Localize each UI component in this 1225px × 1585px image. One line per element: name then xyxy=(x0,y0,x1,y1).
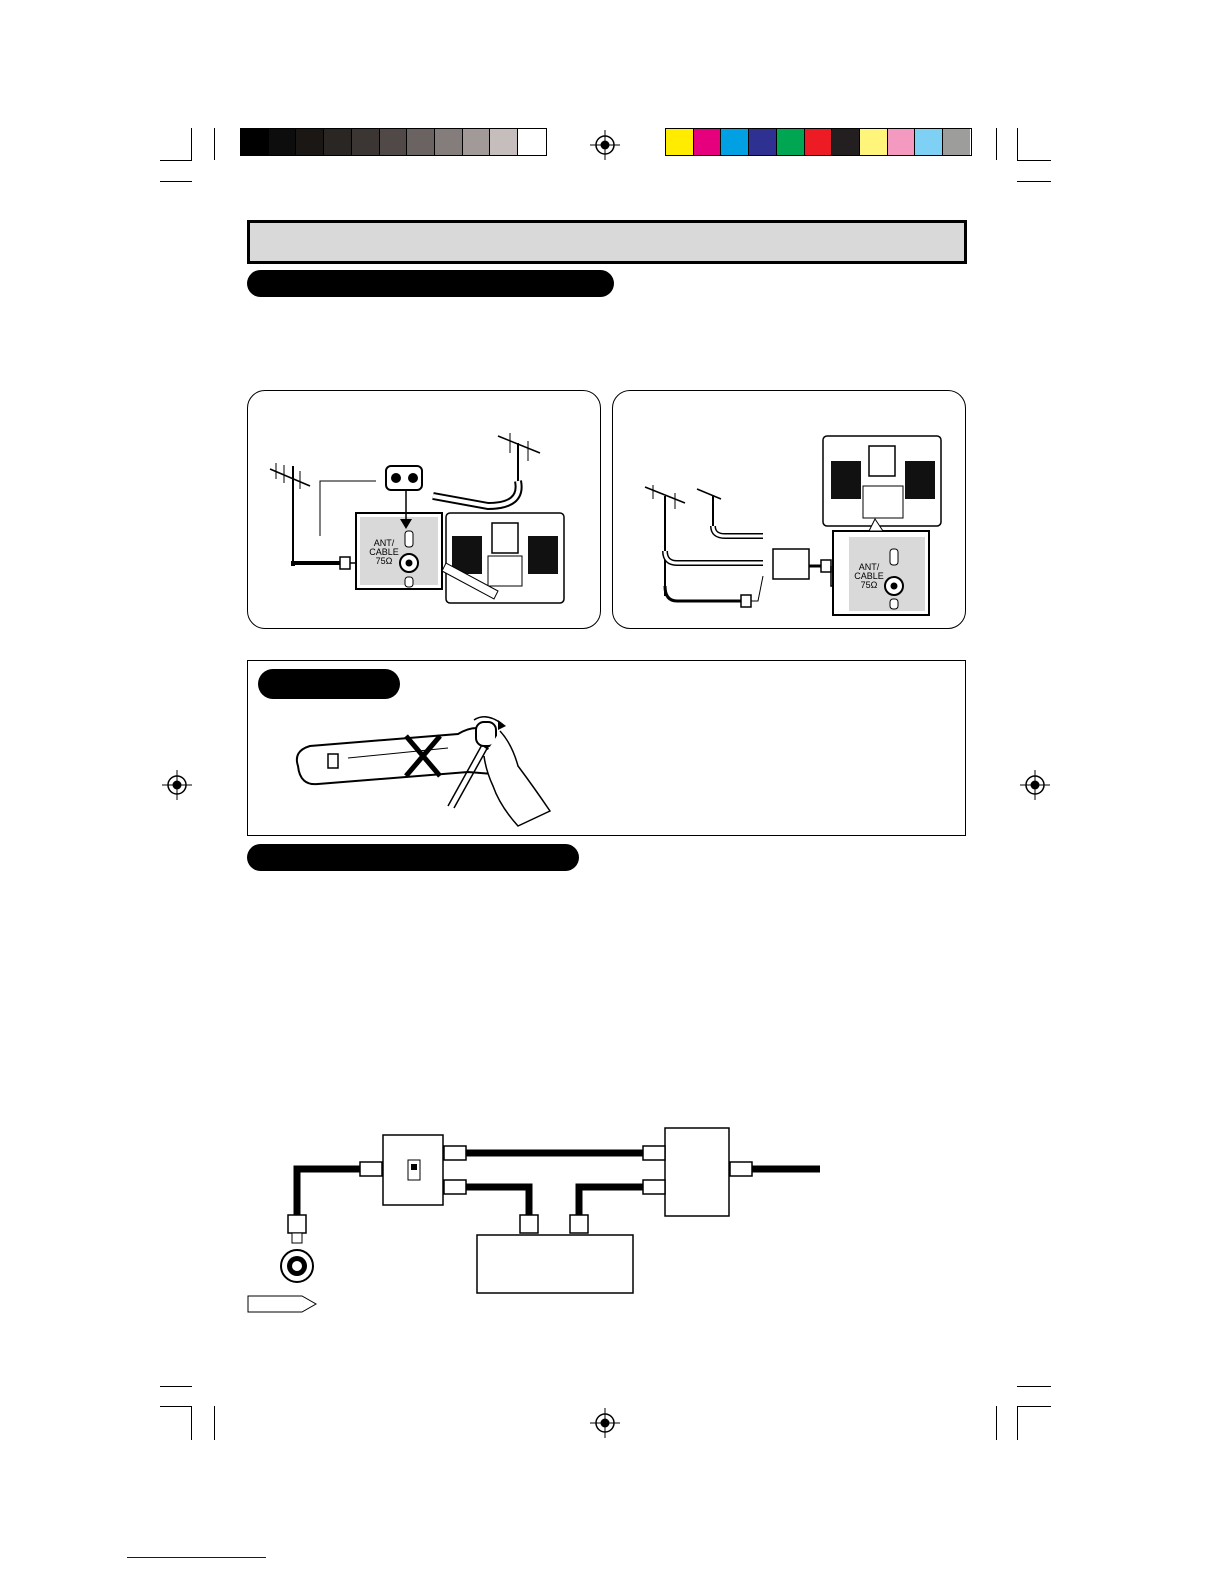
crop-mark xyxy=(1017,1386,1051,1387)
crop-mark xyxy=(160,1406,192,1407)
section-title-banner xyxy=(247,220,967,264)
color-swatch xyxy=(777,129,805,155)
color-swatch xyxy=(518,129,545,155)
crop-mark xyxy=(996,1406,997,1440)
crop-mark xyxy=(996,128,997,160)
antenna-icon xyxy=(498,433,540,481)
color-swatch xyxy=(943,129,970,155)
crop-mark xyxy=(191,1406,192,1440)
crop-mark xyxy=(191,128,192,160)
section-heading-pill xyxy=(247,844,579,871)
caution-heading-pill xyxy=(258,669,400,699)
antenna-icon xyxy=(697,489,721,526)
color-swatch xyxy=(463,129,491,155)
antenna-icon xyxy=(645,485,685,596)
crop-mark xyxy=(1017,1406,1018,1440)
crop-mark xyxy=(1017,128,1018,160)
color-swatch xyxy=(352,129,380,155)
color-swatch xyxy=(888,129,916,155)
color-swatch xyxy=(380,129,408,155)
crop-mark xyxy=(1017,1406,1051,1407)
crop-mark xyxy=(1017,160,1051,161)
footer-link-underline xyxy=(127,1557,266,1558)
wall-jack-icon xyxy=(281,1233,313,1282)
crop-mark xyxy=(160,160,192,161)
crop-mark xyxy=(1017,181,1051,182)
color-swatch xyxy=(694,129,722,155)
color-swatch xyxy=(666,129,694,155)
color-swatch xyxy=(721,129,749,155)
combiner-connection-illustration xyxy=(613,391,965,628)
caution-box xyxy=(247,660,966,836)
color-swatch xyxy=(269,129,297,155)
antenna-icon xyxy=(270,463,310,566)
color-swatch xyxy=(241,129,269,155)
crop-mark xyxy=(214,128,215,160)
color-swatch xyxy=(435,129,463,155)
grayscale-bar xyxy=(240,128,547,156)
crop-mark xyxy=(214,1406,215,1440)
color-swatch xyxy=(749,129,777,155)
wrench-illustration xyxy=(288,716,558,836)
color-swatch xyxy=(832,129,860,155)
cable-box-wiring-diagram xyxy=(240,1120,840,1320)
process-color-bar xyxy=(665,128,972,156)
antenna-connection-panel-left xyxy=(247,390,601,629)
color-swatch xyxy=(915,129,943,155)
terminal-label: ANT/ CABLE 75Ω xyxy=(369,538,399,566)
registration-mark-icon xyxy=(590,130,620,160)
antenna-connection-panel-right xyxy=(612,390,966,629)
crop-mark xyxy=(160,181,192,182)
section-heading-pill xyxy=(247,270,614,297)
color-swatch xyxy=(324,129,352,155)
registration-mark-icon xyxy=(162,770,192,800)
color-swatch xyxy=(296,129,324,155)
registration-mark-icon xyxy=(590,1408,620,1438)
color-swatch xyxy=(860,129,888,155)
terminal-label: ANT/ CABLE 75Ω xyxy=(854,562,884,590)
registration-mark-icon xyxy=(1020,770,1050,800)
color-swatch xyxy=(805,129,833,155)
color-swatch xyxy=(407,129,435,155)
crop-mark xyxy=(160,1386,192,1387)
color-swatch xyxy=(490,129,518,155)
antenna-connection-illustration xyxy=(248,391,600,628)
